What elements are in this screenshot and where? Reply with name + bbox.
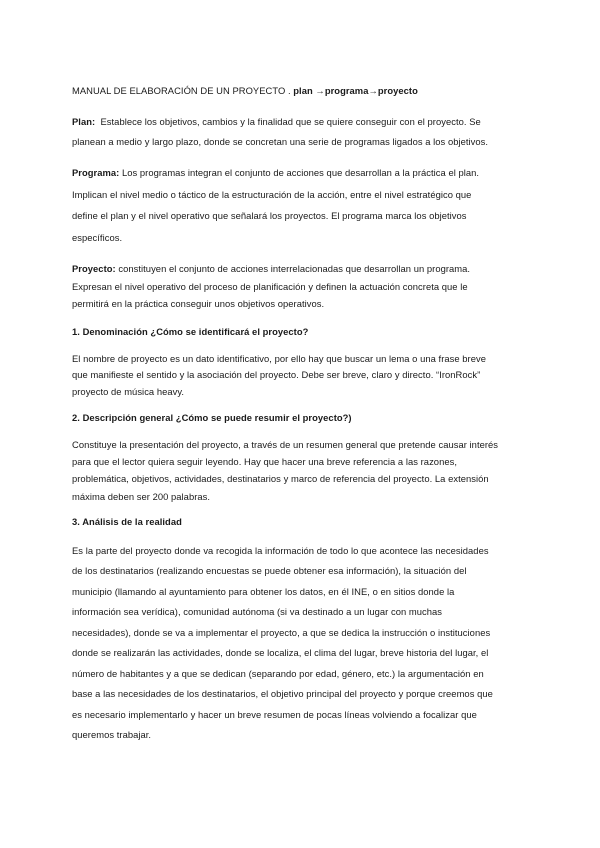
paragraph-text: constituyen el conjunto de acciones interrelacionadas que desarrollan un programa.	[118, 263, 471, 274]
proyecto-label: Proyecto:	[72, 263, 116, 274]
section-heading-descripcion	[72, 409, 528, 427]
paragraph-line: número de habitantes y a que se dedican (separando por edad, género, etc.) la argumentación en	[72, 667, 484, 679]
paragraph-line: base a las necesidades de los destinatarios, el objetivo principal del proyecto y porque creemos que	[72, 688, 493, 700]
heading-text: 2. Descripción general ¿Cómo se puede resumir el proyecto?)	[72, 411, 352, 423]
document-title	[72, 82, 528, 100]
section-heading-analisis	[72, 513, 528, 531]
paragraph-line: Es la parte del proyecto donde va recogida la información de todo lo que acontece las necesidades	[72, 544, 489, 556]
proyecto-paragraph	[72, 260, 528, 313]
paragraph-line: planean a medio y largo plazo, donde se concretan una serie de programas ligados a los objetivos.	[72, 136, 489, 147]
heading-text: 1. Denominación ¿Cómo se identificará el proyecto?	[72, 325, 309, 337]
section-paragraph-denominacion	[72, 351, 528, 401]
paragraph-line: Expresan el nivel operativo del proceso de planificación y definen la actuación concreta que le	[72, 280, 468, 292]
paragraph-line: define el plan y el nivel operativo que señalará los proyectos. El programa marca los objetivos	[72, 210, 467, 221]
paragraph-text: Establece los objetivos, cambios y la finalidad que se quiere conseguir con el proyecto. Se	[100, 116, 481, 127]
section-paragraph-analisis	[72, 541, 528, 746]
paragraph-line: donde se realizarán las actividades, donde se localiza, el clima del lugar, breve historia del lugar, el	[72, 647, 489, 659]
paragraph-text: Los programas integran el conjunto de acciones que desarrollan a la práctica el plan.	[122, 167, 480, 178]
plan-label: Plan:	[72, 116, 96, 127]
paragraph-line: Constituye la presentación del proyecto, a través de un resumen general que pretende causar interés	[72, 438, 499, 450]
paragraph-line: El nombre de proyecto es un dato identificativo, por ello hay que buscar un lema o una frase breve	[72, 352, 486, 364]
document-title-prefix: MANUAL DE ELABORACIÓN DE UN PROYECTO .	[72, 85, 294, 96]
paragraph-line: que manifieste el sentido y la asociación del proyecto. Debe ser breve, claro y directo. “IronRock”	[72, 369, 481, 381]
paragraph-line: de los destinatarios (realizando encuestas se puede obtener esa información), la situación del	[72, 565, 467, 577]
paragraph-line: proyecto de música heavy.	[72, 386, 185, 398]
paragraph-line: máxima deben ser 200 palabras.	[72, 490, 211, 502]
programa-label: Programa:	[72, 167, 120, 178]
paragraph-line: necesidades), donde se va a implementar el proyecto, a que se dedica la instrucción o instituciones	[72, 626, 491, 638]
paragraph-line: problemática, objetivos, actividades, destinatarios y marco de referencia del proyecto. La extensión	[72, 473, 489, 485]
paragraph-line: municipio (llamando al ayuntamiento para obtener los datos, en él INE, o en sitios donde la	[72, 585, 455, 597]
document-page	[72, 82, 528, 746]
plan-paragraph	[72, 112, 528, 152]
paragraph-line: Implican el nivel medio o táctico de la estructuración de la acción, entre el nivel estratégico que	[72, 188, 472, 200]
heading-text: 3. Análisis de la realidad	[72, 515, 182, 527]
section-paragraph-descripcion	[72, 436, 528, 505]
paragraph-line	[72, 260, 528, 278]
paragraph-line: para que el lector quiera seguir leyendo. Hay que hacer una breve referencia a las razones,	[72, 456, 457, 468]
paragraph-line: queremos trabajar.	[72, 729, 152, 741]
paragraph-line	[72, 112, 528, 132]
paragraph-line	[72, 162, 528, 184]
paragraph-line: información sea verídica), comunidad autónoma (si va destinado a un lugar con muchas	[72, 606, 443, 618]
paragraph-line: es necesario implementarlo y hacer un breve resumen de pocas líneas volviendo a focalizar que	[72, 708, 477, 720]
paragraph-line: específicos.	[72, 231, 123, 243]
programa-paragraph	[72, 162, 528, 248]
section-heading-denominacion	[72, 323, 528, 341]
document-title-bold: plan →programa→proyecto	[293, 85, 418, 96]
paragraph-line: permitirá en la práctica conseguir unos objetivos operativos.	[72, 298, 325, 309]
